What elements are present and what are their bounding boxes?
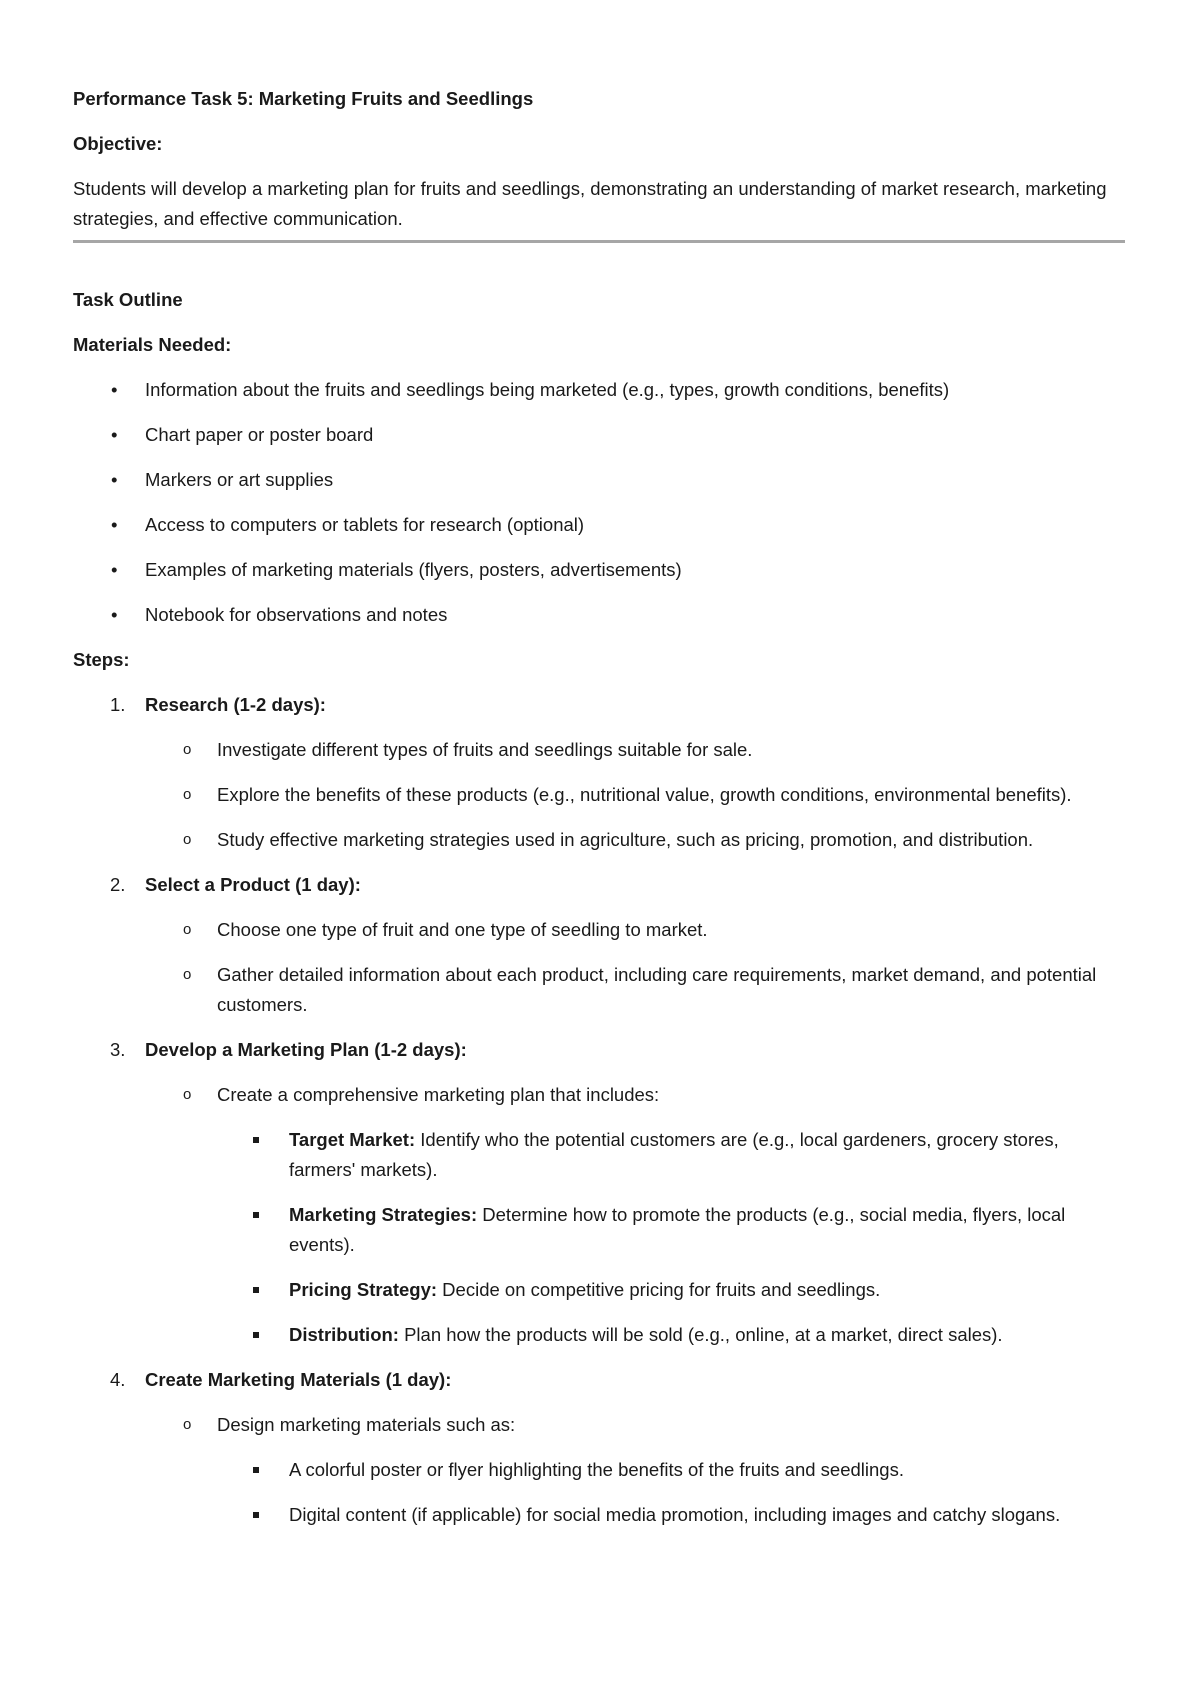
step-marketing-materials bbox=[73, 1365, 1125, 1530]
step-number: 2. bbox=[110, 874, 126, 895]
list-item: Marketing Strategies: Determine how to promote the products (e.g., social media, flyers, local events). bbox=[217, 1200, 1125, 1260]
list-item: Digital content (if applicable) for social media promotion, including images and catchy slogans. bbox=[217, 1500, 1125, 1530]
list-item: o Design marketing materials such as: A colorful poster or flyer highlighting the benefits of the fruits and seedlings. Digital content (if applicable) for social media promotion, including images and catchy slogans. bbox=[145, 1410, 1125, 1530]
circle-bullet-icon: o bbox=[183, 1086, 192, 1103]
step-items bbox=[145, 1080, 1125, 1350]
steps-heading: Steps: bbox=[73, 649, 130, 670]
step-items bbox=[145, 915, 1125, 1020]
horizontal-divider bbox=[73, 240, 1125, 243]
step-marketing-plan bbox=[73, 1035, 1125, 1350]
bullet-icon: • bbox=[111, 559, 118, 580]
circle-bullet-icon: o bbox=[183, 966, 192, 983]
list-item: Target Market: Identify who the potential customers are (e.g., local gardeners, grocery stores, farmers' markets). bbox=[217, 1125, 1125, 1185]
circle-bullet-icon: o bbox=[183, 786, 192, 803]
list-item: Distribution: Plan how the products will be sold (e.g., online, at a market, direct sales). bbox=[217, 1320, 1125, 1350]
list-item: • Examples of marketing materials (flyers, posters, advertisements) bbox=[73, 555, 1125, 585]
square-bullet-icon bbox=[253, 1467, 259, 1473]
materials-list bbox=[73, 375, 1125, 630]
square-bullet-icon bbox=[253, 1287, 259, 1293]
bullet-icon: • bbox=[111, 379, 118, 400]
bullet-icon: • bbox=[111, 424, 118, 445]
step-select-product bbox=[73, 870, 1125, 1020]
materials-heading: Materials Needed: bbox=[73, 334, 232, 355]
sub-items bbox=[145, 1455, 1125, 1530]
objective-heading: Objective: bbox=[73, 133, 163, 154]
circle-bullet-icon: o bbox=[183, 741, 192, 758]
list-item: A colorful poster or flyer highlighting the benefits of the fruits and seedlings. bbox=[217, 1455, 1125, 1485]
square-bullet-icon bbox=[253, 1212, 259, 1218]
square-bullet-icon bbox=[253, 1332, 259, 1338]
list-item: • Access to computers or tablets for research (optional) bbox=[73, 510, 1125, 540]
document-title: Performance Task 5: Marketing Fruits and Seedlings bbox=[73, 88, 534, 109]
list-item: o Choose one type of fruit and one type of seedling to market. bbox=[145, 915, 1125, 945]
step-number: 3. bbox=[110, 1039, 126, 1060]
task-outline-title: Task Outline bbox=[73, 289, 183, 310]
list-item: • Notebook for observations and notes bbox=[73, 600, 1125, 630]
list-item: • Information about the fruits and seedlings being marketed (e.g., types, growth conditions, benefits) bbox=[73, 375, 1125, 405]
objective-text: Students will develop a marketing plan for fruits and seedlings, demonstrating an understanding of market research, marketing strategies, and effective communication. bbox=[73, 178, 1107, 229]
step-number: 4. bbox=[110, 1369, 126, 1390]
circle-bullet-icon: o bbox=[183, 921, 192, 938]
step-number: 1. bbox=[110, 694, 126, 715]
step-label: Develop a Marketing Plan (1-2 days): bbox=[145, 1039, 467, 1060]
bullet-icon: • bbox=[111, 469, 118, 490]
step-items bbox=[145, 1410, 1125, 1530]
step-items bbox=[145, 735, 1125, 855]
step-research bbox=[73, 690, 1125, 855]
list-item: o Investigate different types of fruits and seedlings suitable for sale. bbox=[145, 735, 1125, 765]
list-item: o Explore the benefits of these products (e.g., nutritional value, growth conditions, environmental benefits). bbox=[145, 780, 1125, 810]
sub-items bbox=[145, 1125, 1125, 1350]
bullet-icon: • bbox=[111, 604, 118, 625]
step-label: Research (1-2 days): bbox=[145, 694, 326, 715]
list-item: Pricing Strategy: Decide on competitive pricing for fruits and seedlings. bbox=[217, 1275, 1125, 1305]
step-label: Select a Product (1 day): bbox=[145, 874, 361, 895]
list-item: • Chart paper or poster board bbox=[73, 420, 1125, 450]
square-bullet-icon bbox=[253, 1512, 259, 1518]
list-item: o Gather detailed information about each product, including care requirements, market demand, and potential customers. bbox=[145, 960, 1125, 1020]
step-label: Create Marketing Materials (1 day): bbox=[145, 1369, 452, 1390]
steps-list bbox=[73, 690, 1125, 1530]
circle-bullet-icon: o bbox=[183, 831, 192, 848]
square-bullet-icon bbox=[253, 1137, 259, 1143]
list-item: • Markers or art supplies bbox=[73, 465, 1125, 495]
list-item: o Study effective marketing strategies used in agriculture, such as pricing, promotion, and distribution. bbox=[145, 825, 1125, 855]
circle-bullet-icon: o bbox=[183, 1416, 192, 1433]
document-page bbox=[73, 84, 1125, 1545]
bullet-icon: • bbox=[111, 514, 118, 535]
list-item: o Create a comprehensive marketing plan that includes: Target Market: Identify who the potential customers are (e.g., local gardeners, grocery stores, farmers' markets). Marketing Strategies: Determine how to promote the products (e.g., social media, flyers, local events). Pricing Strategy: Decide on competitive pricing for fruits and seedlings. Distribution: Plan how the products will be sold (e.g., online, at a market, direct sales). bbox=[145, 1080, 1125, 1350]
